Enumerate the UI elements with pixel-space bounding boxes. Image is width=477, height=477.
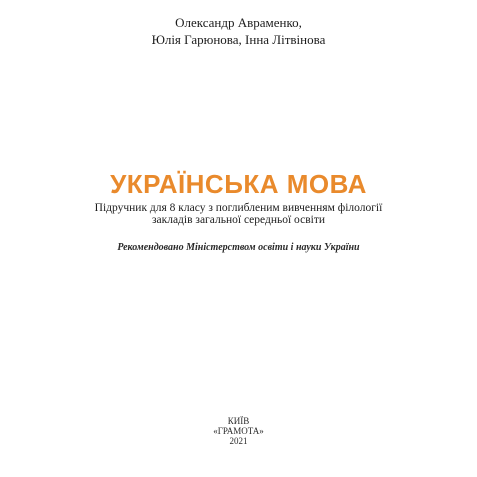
subtitle-line-1: Підручник для 8 класу з поглибленим вивченням філології <box>94 202 383 214</box>
publisher-name: «ГРАМОТА» <box>213 426 264 436</box>
publisher-city: КИЇВ <box>227 416 250 426</box>
authors-line-1: Олександр Авраменко, <box>175 15 302 30</box>
authors-line-2: Юлія Гарюнова, Інна Літвінова <box>151 32 326 47</box>
subtitle-line-2: закладів загальної середньої освіти <box>151 214 326 226</box>
book-subtitle <box>0 202 477 226</box>
authors-block <box>0 14 477 48</box>
book-title: УКРАЇНСЬКА МОВА <box>110 169 367 199</box>
publication-year: 2021 <box>229 436 248 446</box>
publisher-block <box>0 416 477 446</box>
recommendation-note: Рекомендовано Міністерством освіти і науки України <box>117 242 360 253</box>
